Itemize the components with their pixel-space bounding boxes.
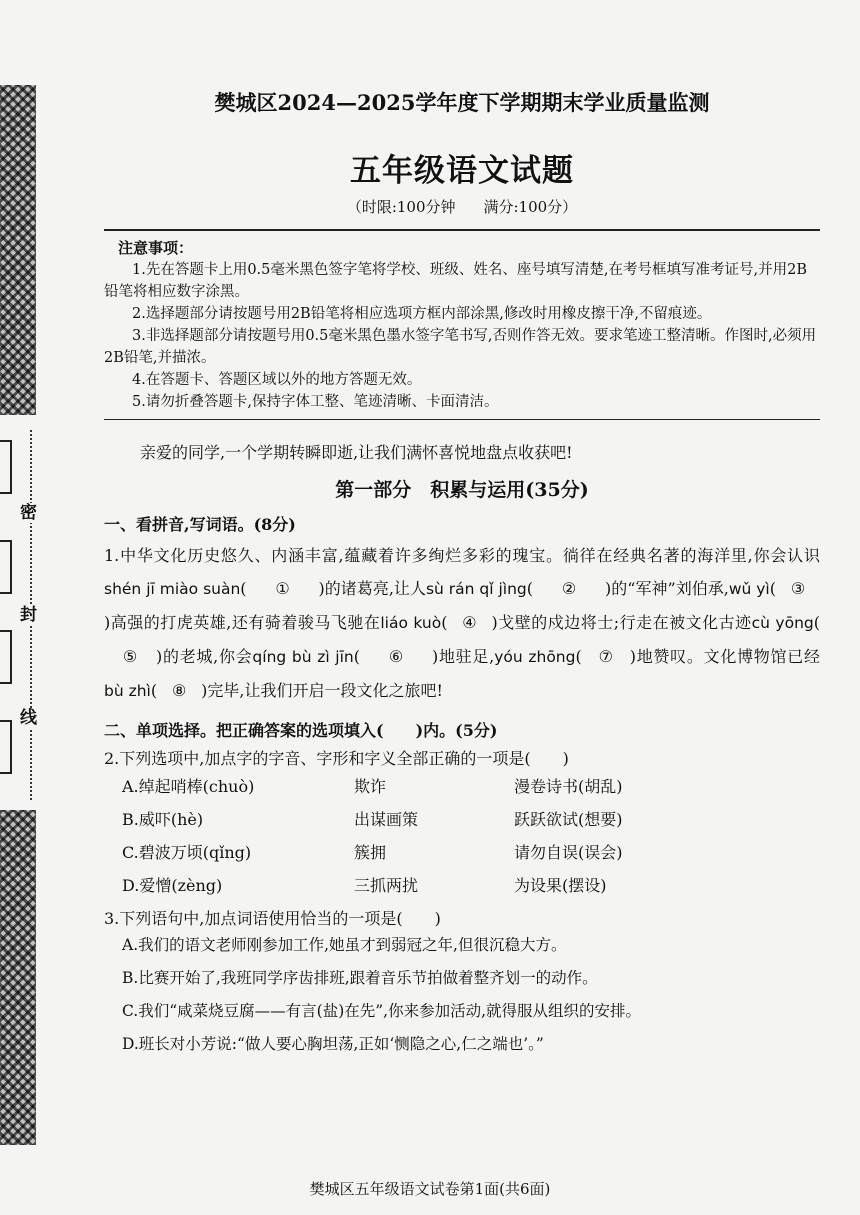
- option-cell: 三抓两扰: [354, 876, 419, 895]
- q1-text: )地驻足,: [431, 647, 495, 666]
- q1-text: )完毕,让我们开启一段文化之旅吧!: [201, 681, 443, 700]
- answer-blank-3: ③: [790, 579, 806, 598]
- answer-blank-7: ⑦: [598, 647, 613, 666]
- q3-option-c: C.我们“咸菜烧豆腐——有言(盐)在先”,你来参加活动,就得服从组织的安排。: [122, 1002, 642, 1020]
- q2-option-b: [122, 802, 820, 835]
- pinyin: cù yōng: [751, 614, 814, 632]
- question-3: 3.下列语句中,加点词语使用恰当的一项是( ): [104, 909, 441, 928]
- answer-blank-5: ⑤: [122, 647, 138, 666]
- binding-box-mark: [0, 630, 12, 684]
- answer-blank-6: ⑥: [388, 647, 404, 666]
- q2-option-d: [122, 868, 820, 901]
- pinyin: sù rán qǐ jìng: [425, 580, 527, 598]
- binding-box-mark: [0, 720, 12, 774]
- q3-option-b: B.比赛开始了,我班同学序齿排班,跟着音乐节拍做着整齐划一的动作。: [122, 969, 598, 987]
- q1-text: )的老城,你会: [156, 647, 253, 666]
- option-cell: B.威吓(hè): [122, 810, 204, 829]
- pinyin: qíng bù zì jīn: [252, 648, 354, 666]
- pinyin: liáo kuò: [380, 614, 442, 632]
- answer-blank-4: ④: [462, 613, 477, 632]
- option-cell: C.碧波万顷(qǐng): [122, 843, 252, 862]
- q1-text: )高强的打虎英雄,还有骑着骏马飞驰在: [104, 613, 381, 632]
- q3-option-d: D.班长对小芳说:“做人要心胸坦荡,正如‘恻隐之心,仁之端也’。”: [122, 1035, 544, 1053]
- q1-text: )戈壁的戍边将士;行走在被文化古迹: [491, 613, 752, 632]
- q1-text: )地赞叹。文化博物馆已经: [629, 647, 820, 666]
- note-item: 1.先在答题卡上用0.5毫米黑色签字笔将学校、班级、姓名、座号填写清楚,在考号框填写准考证号,并用2B铅笔将相应数字涂黑。: [104, 262, 807, 300]
- binding-pattern-top: [0, 85, 36, 415]
- q2-option-c: [122, 835, 820, 868]
- note-item: 2.选择题部分请按题号用2B铅笔将相应选项方框内部涂黑,修改时用橡皮擦干净,不留痕迹。: [132, 306, 712, 322]
- part-title: 第一部分 积累与运用(35分): [335, 479, 589, 501]
- notes-block: [104, 237, 820, 413]
- divider: [104, 419, 820, 420]
- exam-meta: [104, 196, 820, 217]
- notes-heading: 注意事项：: [118, 239, 194, 257]
- option-cell: 漫卷诗书(胡乱): [514, 777, 623, 796]
- q1-text: )的“军神”刘伯承,: [605, 579, 729, 598]
- question-1: 1.中华文化历史悠久、内涵丰富,蕴藏着许多绚烂多彩的瑰宝。徜徉在经典名著的海洋里,你会认识shén jī miào suàn( ① )的诸葛亮,让人sù rán qǐ jìng( ② )的“军神”刘伯承,wǔ yì( ③)高强的打虎英雄,还有骑着骏马飞驰在liáo kuò( ④ )戈壁的戍边将士;行走在被文化古迹cù yōng(⑤ )的老城,你会qíng bù zì jīn( ⑥ )地驻足,yóu zhōng( ⑦ )地赞叹。文化博物馆已经bù zhì( ⑧ )完毕,让我们开启一段文化之旅吧!: [104, 539, 820, 708]
- option-cell: 为设果(摆设): [514, 876, 607, 895]
- note-item: 3.非选择题部分请按题号用0.5毫米黑色墨水签字笔书写,否则作答无效。要求笔迹工整清晰。作图时,必须用2B铅笔,并描浓。: [104, 328, 817, 366]
- seal-char-mi: 密: [20, 503, 37, 523]
- seal-char-feng: 封: [20, 605, 37, 625]
- answer-blank-1: ①: [275, 579, 290, 598]
- q1-text: 1.中华文化历史悠久、内涵丰富,蕴藏着许多绚烂多彩的瑰宝。徜徉在经典名著的海洋里,你会认识: [104, 546, 820, 565]
- option-cell: D.爱憎(zèng): [122, 876, 223, 895]
- option-cell: 欺诈: [354, 777, 387, 796]
- section-title: 一、看拼音,写词语。(8分): [104, 515, 296, 534]
- option-cell: 跃跃欲试(想要): [514, 810, 623, 829]
- question-2: 2.下列选项中,加点字的字音、字形和字义全部正确的一项是( ): [104, 749, 569, 768]
- binding-box-mark: [0, 540, 12, 594]
- pinyin: bù zhì: [104, 682, 151, 700]
- q1-text: )的诸葛亮,让人: [318, 579, 426, 598]
- section-title: 二、单项选择。把正确答案的选项填入( )内。(5分): [104, 721, 498, 740]
- note-item: 4.在答题卡、答题区域以外的地方答题无效。: [132, 372, 422, 388]
- seal-char-xian: 线: [20, 708, 37, 728]
- answer-blank-8: ⑧: [171, 681, 187, 700]
- note-item: 5.请勿折叠答题卡,保持字体工整、笔迹清晰、卡面清洁。: [132, 394, 499, 410]
- time-limit: （时限:100分钟: [346, 198, 456, 216]
- q2-option-a: [122, 769, 820, 802]
- pinyin: wǔ yì: [728, 580, 770, 598]
- binding-pattern-bottom: [0, 810, 36, 1145]
- full-score: 满分:100分）: [483, 198, 578, 216]
- pinyin: yóu zhōng: [494, 648, 576, 666]
- option-cell: A.绰起哨棒(chuò): [122, 777, 255, 796]
- option-cell: 簇拥: [354, 843, 387, 862]
- exam-title: 樊城区2024—2025学年度下学期期末学业质量监测: [214, 90, 710, 115]
- option-cell: 出谋画策: [354, 810, 419, 829]
- exam-page: [104, 82, 820, 1061]
- greeting: 亲爱的同学,一个学期转瞬即逝,让我们满怀喜悦地盘点收获吧!: [140, 443, 573, 462]
- binding-box-mark: [0, 440, 12, 494]
- divider: [104, 229, 820, 231]
- answer-blank-2: ②: [561, 579, 577, 598]
- option-cell: 请勿自误(误会): [514, 843, 623, 862]
- subject-title: 五年级语文试题: [350, 153, 574, 189]
- q3-option-a: A.我们的语文老师刚参加工作,她虽才到弱冠之年,但很沉稳大方。: [122, 936, 567, 954]
- page-footer: 樊城区五年级语文试卷第1面(共6面): [309, 1180, 551, 1198]
- pinyin: shén jī miào suàn: [104, 580, 241, 598]
